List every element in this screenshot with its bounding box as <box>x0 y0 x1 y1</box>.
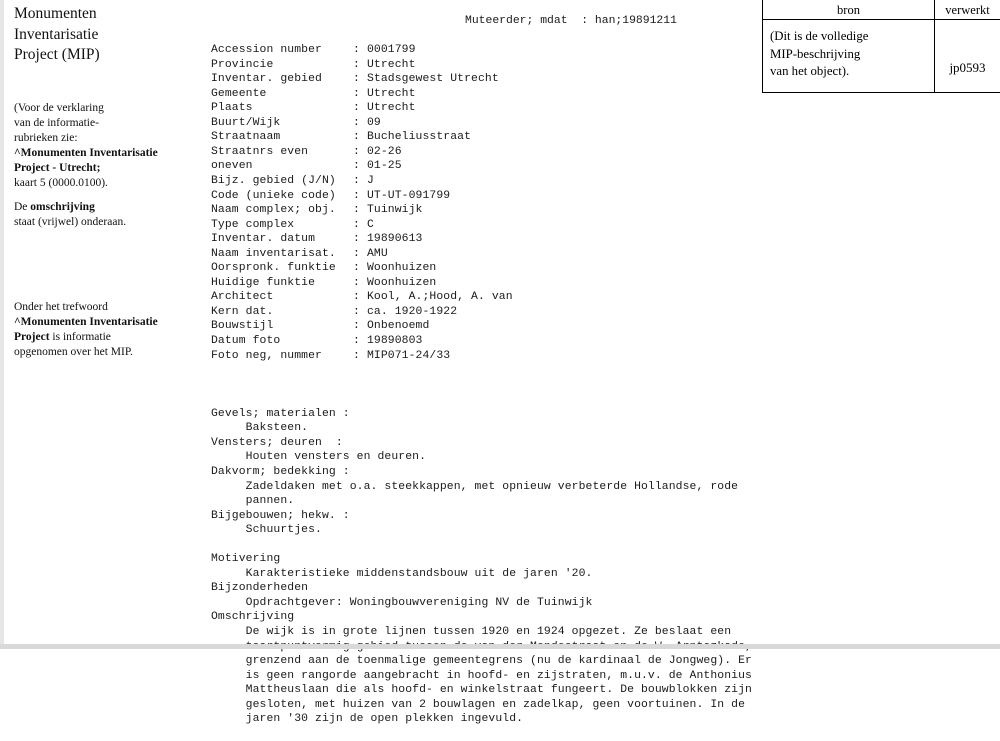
record-field-label: Huidige funktie <box>211 276 316 289</box>
section-line: Mattheuslaan die als hoofd- en winkelstraat fungeert. De bouwblokken zijn <box>211 684 752 697</box>
record-field-label: Inventar. datum <box>211 233 316 246</box>
record-field-colon: : <box>353 204 360 217</box>
margin-note-explanation-line-6: kaart 5 (0000.0100). <box>14 177 108 190</box>
section-heading: Motivering <box>211 553 281 566</box>
record-field-value: Utrecht <box>367 58 416 71</box>
section-line: Karakteristieke middenstandsbouw uit de jaren '20. <box>211 567 593 580</box>
bron-note <box>763 20 935 93</box>
record-field-row <box>211 145 756 160</box>
record-field-colon: : <box>353 131 360 144</box>
margin-note-trefwoord-line-2: ^Monumenten Inventarisatie <box>14 316 158 329</box>
margin-note-trefwoord <box>14 300 189 360</box>
record-field-colon: : <box>353 320 360 333</box>
record-field-value: C <box>367 218 374 231</box>
record-field-label: Bijz. gebied (J/N) <box>211 175 336 188</box>
record-field-colon: : <box>353 291 360 304</box>
margin-note-explanation-line-3: rubrieken zie: <box>14 132 78 145</box>
field-list <box>211 43 756 363</box>
record-body <box>211 14 756 741</box>
record-field-colon: : <box>353 335 360 348</box>
section-line: Opdrachtgever: Woningbouwvereniging NV de Tuinwijk <box>211 596 593 609</box>
record-field-row <box>211 247 756 262</box>
record-field-colon: : <box>353 87 360 100</box>
record-field-colon: : <box>353 44 360 57</box>
record-field-value: Kool, A.;Hood, A. van <box>367 291 513 304</box>
spacer-line <box>211 538 756 553</box>
section-heading: Dakvorm; bedekking : <box>211 465 350 478</box>
record-field-colon: : <box>353 175 360 188</box>
record-field-label: Plaats <box>211 102 253 115</box>
margin-note-explanation-line-4: ^Monumenten Inventarisatie <box>14 147 158 160</box>
record-field-value: Utrecht <box>367 102 416 115</box>
section-line: Baksteen. <box>211 422 309 435</box>
section-line: grenzend aan de toenmalige gemeentegrens (nu de kardinaal de Jongweg). Er <box>211 655 752 668</box>
record-field-row <box>211 261 756 276</box>
record-field-row <box>211 349 756 364</box>
record-field-value: 01-25 <box>367 160 402 173</box>
record-field-value: Bucheliusstraat <box>367 131 472 144</box>
record-field-colon: : <box>353 160 360 173</box>
margin-note-omschrijving-keyword: omschrijving <box>30 201 95 213</box>
verwerkt-value: jp0593 <box>949 59 986 75</box>
section-line: Zadeldaken met o.a. steekkappen, met opnieuw verbeterde Hollandse, rode <box>211 480 739 493</box>
section-line: jaren '30 zijn de open plekken ingevuld. <box>211 713 524 726</box>
bron-verwerkt-header <box>763 0 1000 20</box>
record-field-label: Kern dat. <box>211 305 274 318</box>
margin-note-explanation-line-5: Project - Utrecht; <box>14 162 101 175</box>
record-field-label: Straatnrs even <box>211 145 309 158</box>
mutation-label: Muteerder; mdat <box>465 15 568 27</box>
bron-note-line-3: van het object). <box>770 64 850 79</box>
record-field-colon: : <box>353 276 360 289</box>
section-heading: Vensters; deuren : <box>211 436 343 449</box>
scan-edge-bottom <box>0 644 1000 649</box>
record-field-value: ca. 1920-1922 <box>367 305 458 318</box>
record-field-label: Naam inventarisat. <box>211 247 336 260</box>
record-field-label: Foto neg, nummer <box>211 349 322 362</box>
record-field-row <box>211 189 756 204</box>
spacer-line <box>211 392 756 407</box>
record-field-value: 02-26 <box>367 145 402 158</box>
record-field-row <box>211 174 756 189</box>
margin-note-omschrijving-line-1 <box>14 200 184 215</box>
margin-note-omschrijving-line-2: staat (vrijwel) onderaan. <box>14 216 127 229</box>
record-field-colon: : <box>353 58 360 71</box>
record-field-row <box>211 203 756 218</box>
record-field-row <box>211 58 756 73</box>
record-field-label: oneven <box>211 160 253 173</box>
column-header-bron: bron <box>763 0 935 19</box>
record-field-colon: : <box>353 305 360 318</box>
record-field-row <box>211 319 756 334</box>
record-field-colon: : <box>353 262 360 275</box>
record-field-label: Datum foto <box>211 335 281 348</box>
scan-edge-left <box>0 0 4 649</box>
record-field-row <box>211 87 756 102</box>
record-field-colon: : <box>353 218 360 231</box>
record-field-row <box>211 72 756 87</box>
record-field-value: 19890803 <box>367 335 423 348</box>
record-field-value: Woonhuizen <box>367 276 437 289</box>
margin-note-trefwoord-line-1: Onder het trefwoord <box>14 301 108 313</box>
record-field-colon: : <box>353 102 360 115</box>
record-field-row <box>211 305 756 320</box>
record-field-value: 09 <box>367 116 381 129</box>
record-field-colon: : <box>353 116 360 129</box>
record-field-colon: : <box>353 145 360 158</box>
record-field-value: Onbenoemd <box>367 320 430 333</box>
record-field-value: Tuinwijk <box>367 204 423 217</box>
record-field-row <box>211 218 756 233</box>
record-field-label: Accession number <box>211 44 322 57</box>
margin-note-trefwoord-line-3-rest: is informatie <box>49 331 111 344</box>
section-heading: Bijgebouwen; hekw. : <box>211 509 350 522</box>
bron-verwerkt-box <box>762 0 1000 93</box>
page-title-line-1: Monumenten <box>14 5 97 22</box>
record-field-row <box>211 334 756 349</box>
record-field-label: Gemeente <box>211 87 267 100</box>
record-field-label: Bouwstijl <box>211 320 274 333</box>
section-line: gesloten, met huizen van 2 bouwlagen en zadelkap, geen voortuinen. In de <box>211 698 746 711</box>
record-field-label: Type complex <box>211 218 295 231</box>
record-field-row <box>211 159 756 174</box>
record-field-colon: : <box>353 233 360 246</box>
page-title <box>14 4 189 66</box>
record-field-value: MIP071-24/33 <box>367 349 451 362</box>
mutation-value: han;19891211 <box>594 15 677 27</box>
bron-verwerkt-body <box>763 20 1000 93</box>
record-field-value: Stadsgewest Utrecht <box>367 73 499 86</box>
section-line: De wijk is in grote lijnen tussen 1920 en 1924 opgezet. Ze beslaat een <box>211 625 732 638</box>
margin-note-omschrijving <box>14 200 184 230</box>
section-heading: Bijzonderheden <box>211 582 309 595</box>
record-field-label: Inventar. gebied <box>211 73 322 86</box>
record-field-colon: : <box>353 349 360 362</box>
record-field-value: AMU <box>367 247 388 260</box>
section-line: Schuurtjes. <box>211 524 322 537</box>
section-line: Houten vensters en deuren. <box>211 451 427 464</box>
record-field-value: Woonhuizen <box>367 262 437 275</box>
page-title-line-3: Project (MIP) <box>14 46 100 64</box>
margin-note-trefwoord-line-4: opgenomen over het MIP. <box>14 346 133 359</box>
mutation-colon: : <box>581 15 589 27</box>
record-field-row <box>211 116 756 131</box>
record-field-colon: : <box>353 189 360 202</box>
record-field-label: Code (unieke code) <box>211 189 336 202</box>
section-list <box>211 392 756 727</box>
record-field-label: Buurt/Wijk <box>211 116 281 129</box>
margin-note-omschrijving-prefix: De <box>14 201 31 213</box>
record-field-value: UT-UT-091799 <box>367 189 451 202</box>
section-heading: Gevels; materialen : <box>211 407 350 420</box>
column-header-verwerkt: verwerkt <box>945 3 990 17</box>
margin-note-trefwoord-keyword: Project <box>14 331 50 344</box>
bron-note-line-2: MIP-beschrijving <box>770 46 861 61</box>
section-line: is geen rangorde aangebracht in hoofd- en zijstraten, m.u.v. de Anthonius <box>211 669 752 682</box>
record-field-label: Provincie <box>211 58 274 71</box>
record-field-colon: : <box>353 73 360 86</box>
margin-note-trefwoord-line-3 <box>14 330 189 345</box>
record-field-row <box>211 276 756 291</box>
record-field-label: Oorspronk. funktie <box>211 262 336 275</box>
section-line: pannen. <box>211 495 295 508</box>
record-field-row <box>211 130 756 145</box>
margin-note-explanation <box>14 101 184 191</box>
record-field-label: Architect <box>211 291 274 304</box>
left-margin-column <box>14 4 189 359</box>
margin-note-explanation-line-1: (Voor de verklaring <box>14 102 104 114</box>
record-field-value: 19890613 <box>367 233 423 246</box>
margin-note-explanation-line-2: van de informatie- <box>14 117 99 130</box>
record-field-value: J <box>367 175 374 188</box>
record-field-row <box>211 232 756 247</box>
page-title-line-2: Inventarisatie <box>14 25 99 43</box>
section-heading: Omschrijving <box>211 611 295 624</box>
record-field-value: Utrecht <box>367 87 416 100</box>
record-field-row <box>211 290 756 305</box>
record-field-label: Naam complex; obj. <box>211 204 336 217</box>
record-field-value: 0001799 <box>367 44 416 57</box>
record-field-label: Straatnaam <box>211 131 281 144</box>
record-field-row <box>211 101 756 116</box>
record-field-colon: : <box>353 247 360 260</box>
record-field-row <box>211 43 756 58</box>
bron-note-line-1: (Dit is de volledige <box>770 29 869 43</box>
